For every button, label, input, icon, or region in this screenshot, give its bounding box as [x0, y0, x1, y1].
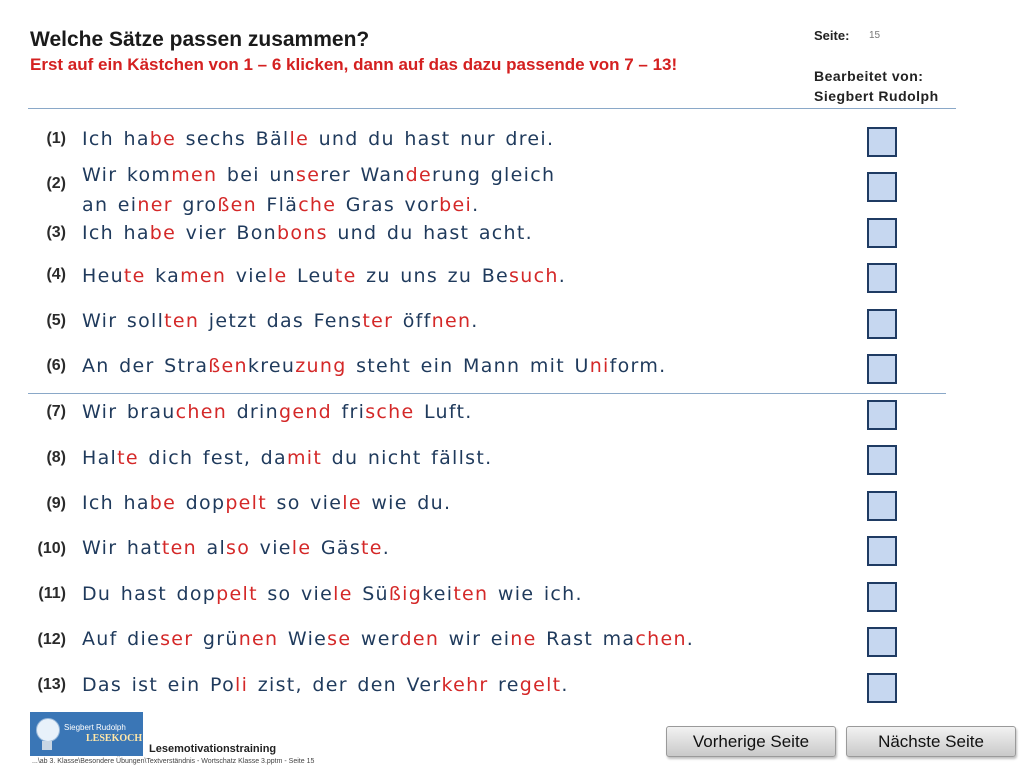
training-label: Lesemotivationstraining — [149, 743, 277, 755]
next-page-button[interactable]: Nächste Seite — [846, 726, 1016, 757]
sentence-number: (1) — [46, 130, 66, 147]
logo-author: Siegbert Rudolph — [64, 723, 126, 732]
syllable: Luft. — [424, 401, 473, 423]
highlighted-syllable: den — [399, 628, 440, 650]
syllable: so — [267, 583, 292, 605]
syllable: kei — [422, 583, 454, 605]
lightbulb-base — [42, 741, 52, 750]
syllable: Flä — [266, 194, 299, 216]
sentence-number: (10) — [37, 540, 66, 557]
highlighted-syllable: nen — [431, 310, 472, 332]
syllable: und — [318, 128, 359, 150]
syllable: form. — [609, 355, 667, 377]
highlighted-syllable: le — [333, 583, 353, 605]
answer-checkbox-5[interactable] — [867, 309, 897, 339]
lesekoch-logo — [30, 712, 143, 756]
highlighted-syllable: nen — [238, 628, 279, 650]
highlighted-syllable: be — [149, 128, 177, 150]
syllable: Leu — [296, 265, 335, 287]
syllable: ei — [117, 194, 138, 216]
highlighted-syllable: le — [291, 537, 312, 559]
highlighted-syllable: le — [342, 492, 362, 514]
syllable: Be — [481, 265, 510, 287]
syllable: dop — [176, 583, 217, 605]
sentence-number: (8) — [46, 449, 66, 466]
logo-brand: LESEKOCH — [86, 733, 143, 744]
sentence-text — [82, 492, 451, 514]
syllable: ha — [123, 492, 150, 514]
syllable: vie — [310, 492, 343, 514]
syllable: wir — [448, 628, 482, 650]
syllable: Das — [82, 674, 123, 696]
syllable: Wir — [82, 401, 118, 423]
syllable: . — [472, 194, 480, 216]
syllable: . — [471, 310, 479, 332]
syllable: du — [368, 128, 395, 150]
syllable: al — [206, 537, 227, 559]
syllable: den — [357, 674, 398, 696]
answer-checkbox-4[interactable] — [867, 263, 897, 293]
highlighted-syllable: so — [226, 537, 251, 559]
sentence-number: (13) — [37, 676, 66, 693]
sentence-text — [82, 265, 566, 287]
syllable: ich. — [543, 583, 583, 605]
highlighted-syllable: te — [334, 265, 357, 287]
syllable: du. — [417, 492, 452, 514]
highlighted-syllable: de — [405, 164, 433, 186]
sentence-text — [82, 222, 533, 244]
syllable: der — [312, 674, 348, 696]
highlighted-syllable: se — [296, 164, 321, 186]
highlighted-syllable: zung — [295, 355, 347, 377]
sentence-number: (2) — [46, 175, 66, 192]
sentence-text — [82, 447, 492, 469]
syllable: nur — [460, 128, 496, 150]
sentence-number: (9) — [46, 495, 66, 512]
editor-label: Bearbeitet von: — [814, 68, 924, 84]
syllable: fest, — [202, 447, 252, 469]
syllable: drei. — [505, 128, 555, 150]
sentence-number: (5) — [46, 312, 66, 329]
highlighted-syllable: le — [289, 128, 310, 150]
syllable: U — [574, 355, 590, 377]
highlighted-syllable: men — [171, 164, 218, 186]
answer-checkbox-3[interactable] — [867, 218, 897, 248]
sentence-text — [82, 628, 694, 650]
sentence-text — [82, 583, 583, 605]
sentence-number: (11) — [38, 585, 66, 602]
highlighted-syllable: be — [149, 492, 177, 514]
syllable: kreu — [247, 355, 296, 377]
syllable: wie — [371, 492, 408, 514]
syllable: rung — [432, 164, 482, 186]
syllable: Hal — [82, 447, 118, 469]
syllable: fällst. — [431, 447, 493, 469]
highlighted-syllable: bons — [277, 222, 328, 244]
highlighted-syllable: chen — [175, 401, 228, 423]
syllable: Du — [82, 583, 112, 605]
syllable: un — [269, 164, 296, 186]
header-divider — [28, 108, 956, 109]
syllable: ka — [155, 265, 181, 287]
highlighted-syllable: li — [235, 674, 249, 696]
syllable: Ich — [82, 222, 114, 244]
highlighted-syllable: ten — [164, 310, 200, 332]
file-path: ...\ab 3. Klasse\Besondere Übungen\Textverständnis - Wortschatz Klasse 3.pptm - Seite 15 — [32, 758, 315, 765]
sentence-number: (12) — [37, 631, 66, 648]
syllable: vie — [235, 265, 268, 287]
sentence-text — [82, 310, 479, 332]
highlighted-syllable: che — [298, 194, 337, 216]
syllable: ist — [131, 674, 159, 696]
syllable: vie — [300, 583, 334, 605]
syllable: Bon — [236, 222, 277, 244]
syllable: zu — [447, 265, 473, 287]
syllable: uns — [400, 265, 439, 287]
syllable: sechs — [185, 128, 247, 150]
page-number: 15 — [869, 30, 881, 41]
syllable: ei — [490, 628, 511, 650]
highlighted-syllable: bei — [439, 194, 473, 216]
answer-checkbox-9[interactable] — [867, 491, 897, 521]
highlighted-syllable: sche — [365, 401, 415, 423]
syllable: Wir — [82, 310, 118, 332]
syllable: ma — [602, 628, 636, 650]
syllable: Bäl — [255, 128, 290, 150]
highlighted-syllable: ßen — [208, 355, 248, 377]
answer-checkbox-2[interactable] — [867, 172, 897, 202]
syllable: rer — [320, 164, 351, 186]
sentence-text — [82, 164, 555, 186]
syllable: Wir — [82, 164, 118, 186]
syllable: da — [260, 447, 287, 469]
highlighted-syllable: ner — [137, 194, 173, 216]
highlighted-syllable: gend — [278, 401, 333, 423]
syllable: hast — [404, 128, 451, 150]
page-label: Seite: — [814, 28, 850, 43]
syllable: dich — [148, 447, 194, 469]
answer-checkbox-7[interactable] — [867, 400, 897, 430]
highlighted-syllable: se — [327, 628, 352, 650]
syllable: ha — [123, 128, 150, 150]
highlighted-syllable: ten — [161, 537, 198, 559]
sentence-text — [82, 401, 473, 423]
syllable: der — [119, 355, 155, 377]
editor-info — [814, 66, 939, 106]
syllable: brau — [126, 401, 176, 423]
syllable: re — [498, 674, 520, 696]
syllable: gro — [182, 194, 218, 216]
syllable: vor — [404, 194, 440, 216]
syllable: jetzt — [208, 310, 258, 332]
sentence-text — [82, 674, 569, 696]
answer-checkbox-11[interactable] — [867, 582, 897, 612]
syllable: nicht — [367, 447, 422, 469]
editor-name: Siegbert Rudolph — [814, 88, 939, 104]
highlighted-syllable: mit — [286, 447, 323, 469]
syllable: Mann — [463, 355, 521, 377]
syllable: ein — [167, 674, 201, 696]
highlighted-syllable: ten — [453, 583, 489, 605]
highlighted-syllable: le — [267, 265, 288, 287]
syllable: Wan — [360, 164, 406, 186]
lightbulb-icon — [36, 718, 60, 742]
highlighted-syllable: ßig — [388, 583, 423, 605]
previous-page-button[interactable]: Vorherige Seite — [666, 726, 836, 757]
syllable: die — [127, 628, 161, 650]
syllable: hat — [126, 537, 162, 559]
syllable: öff — [402, 310, 432, 332]
syllable: Wir — [82, 537, 118, 559]
syllable: An — [82, 355, 110, 377]
syllable: dop — [185, 492, 226, 514]
syllable: Ich — [82, 492, 114, 514]
syllable: Gras — [345, 194, 396, 216]
syllable: kom — [126, 164, 172, 186]
sentence-text — [82, 128, 554, 150]
syllable: . — [558, 265, 567, 287]
syllable: Stra — [164, 355, 209, 377]
syllable: gleich — [490, 164, 556, 186]
syllable: ein — [420, 355, 454, 377]
highlighted-syllable: such — [509, 265, 559, 287]
syllable: acht. — [478, 222, 533, 244]
sentence-number: (6) — [46, 357, 66, 374]
syllable: soll — [126, 310, 165, 332]
highlighted-syllable: ßen — [217, 194, 257, 216]
syllable: . — [686, 628, 695, 650]
answer-checkbox-10[interactable] — [867, 536, 897, 566]
syllable: drin — [236, 401, 279, 423]
syllable: Po — [210, 674, 236, 696]
syllable: an — [82, 194, 109, 216]
syllable: du — [331, 447, 359, 469]
syllable: das — [266, 310, 305, 332]
syllable: bei — [226, 164, 260, 186]
syllable: steht — [356, 355, 412, 377]
syllable: Sü — [362, 583, 389, 605]
syllable: Ver — [406, 674, 442, 696]
highlighted-syllable: kehr — [441, 674, 489, 696]
highlighted-syllable: ne — [510, 628, 537, 650]
syllable: . — [561, 674, 569, 696]
instruction-text: Erst auf ein Kästchen von 1 – 6 klicken, dann auf das dazu passende von 7 – 13! — [30, 55, 678, 74]
syllable: wer — [360, 628, 400, 650]
page-title: Welche Sätze passen zusammen? — [30, 28, 370, 51]
sentence-number: (7) — [46, 403, 66, 420]
group-divider — [28, 393, 946, 394]
syllable: hast — [120, 583, 168, 605]
syllable: mit — [529, 355, 565, 377]
sentence-number: (4) — [46, 266, 66, 283]
syllable: Fens — [313, 310, 363, 332]
answer-checkbox-12[interactable] — [867, 627, 897, 657]
highlighted-syllable: pelt — [216, 583, 258, 605]
syllable: und — [337, 222, 378, 244]
highlighted-syllable: ser — [160, 628, 194, 650]
syllable: hast — [423, 222, 470, 244]
syllable: vie — [259, 537, 292, 559]
sentence-text — [82, 194, 479, 216]
sentence-text — [82, 537, 390, 559]
syllable: grü — [202, 628, 239, 650]
syllable: du — [386, 222, 414, 244]
highlighted-syllable: men — [180, 265, 227, 287]
highlighted-syllable: gelt — [519, 674, 562, 696]
syllable: so — [276, 492, 301, 514]
answer-checkbox-8[interactable] — [867, 445, 897, 475]
syllable: fri — [341, 401, 366, 423]
sentence-text — [82, 355, 666, 377]
highlighted-syllable: te — [361, 537, 383, 559]
syllable: Ich — [82, 128, 114, 150]
syllable: wie — [497, 583, 535, 605]
answer-checkbox-13[interactable] — [867, 673, 897, 703]
highlighted-syllable: chen — [635, 628, 687, 650]
syllable: zu — [366, 265, 391, 287]
syllable: Gäs — [320, 537, 362, 559]
syllable: Auf — [82, 628, 118, 650]
syllable: ha — [123, 222, 150, 244]
sentence-number: (3) — [46, 224, 66, 241]
syllable: Rast — [546, 628, 594, 650]
highlighted-syllable: te — [123, 265, 146, 287]
syllable: . — [382, 537, 391, 559]
answer-checkbox-1[interactable] — [867, 127, 897, 157]
highlighted-syllable: te — [117, 447, 139, 469]
syllable: vier — [185, 222, 227, 244]
syllable: zist, — [257, 674, 303, 696]
highlighted-syllable: be — [149, 222, 177, 244]
highlighted-syllable: ni — [589, 355, 610, 377]
syllable: Wie — [287, 628, 328, 650]
answer-checkbox-6[interactable] — [867, 354, 897, 384]
syllable: Heu — [82, 265, 124, 287]
highlighted-syllable: pelt — [225, 492, 267, 514]
highlighted-syllable: ter — [362, 310, 394, 332]
